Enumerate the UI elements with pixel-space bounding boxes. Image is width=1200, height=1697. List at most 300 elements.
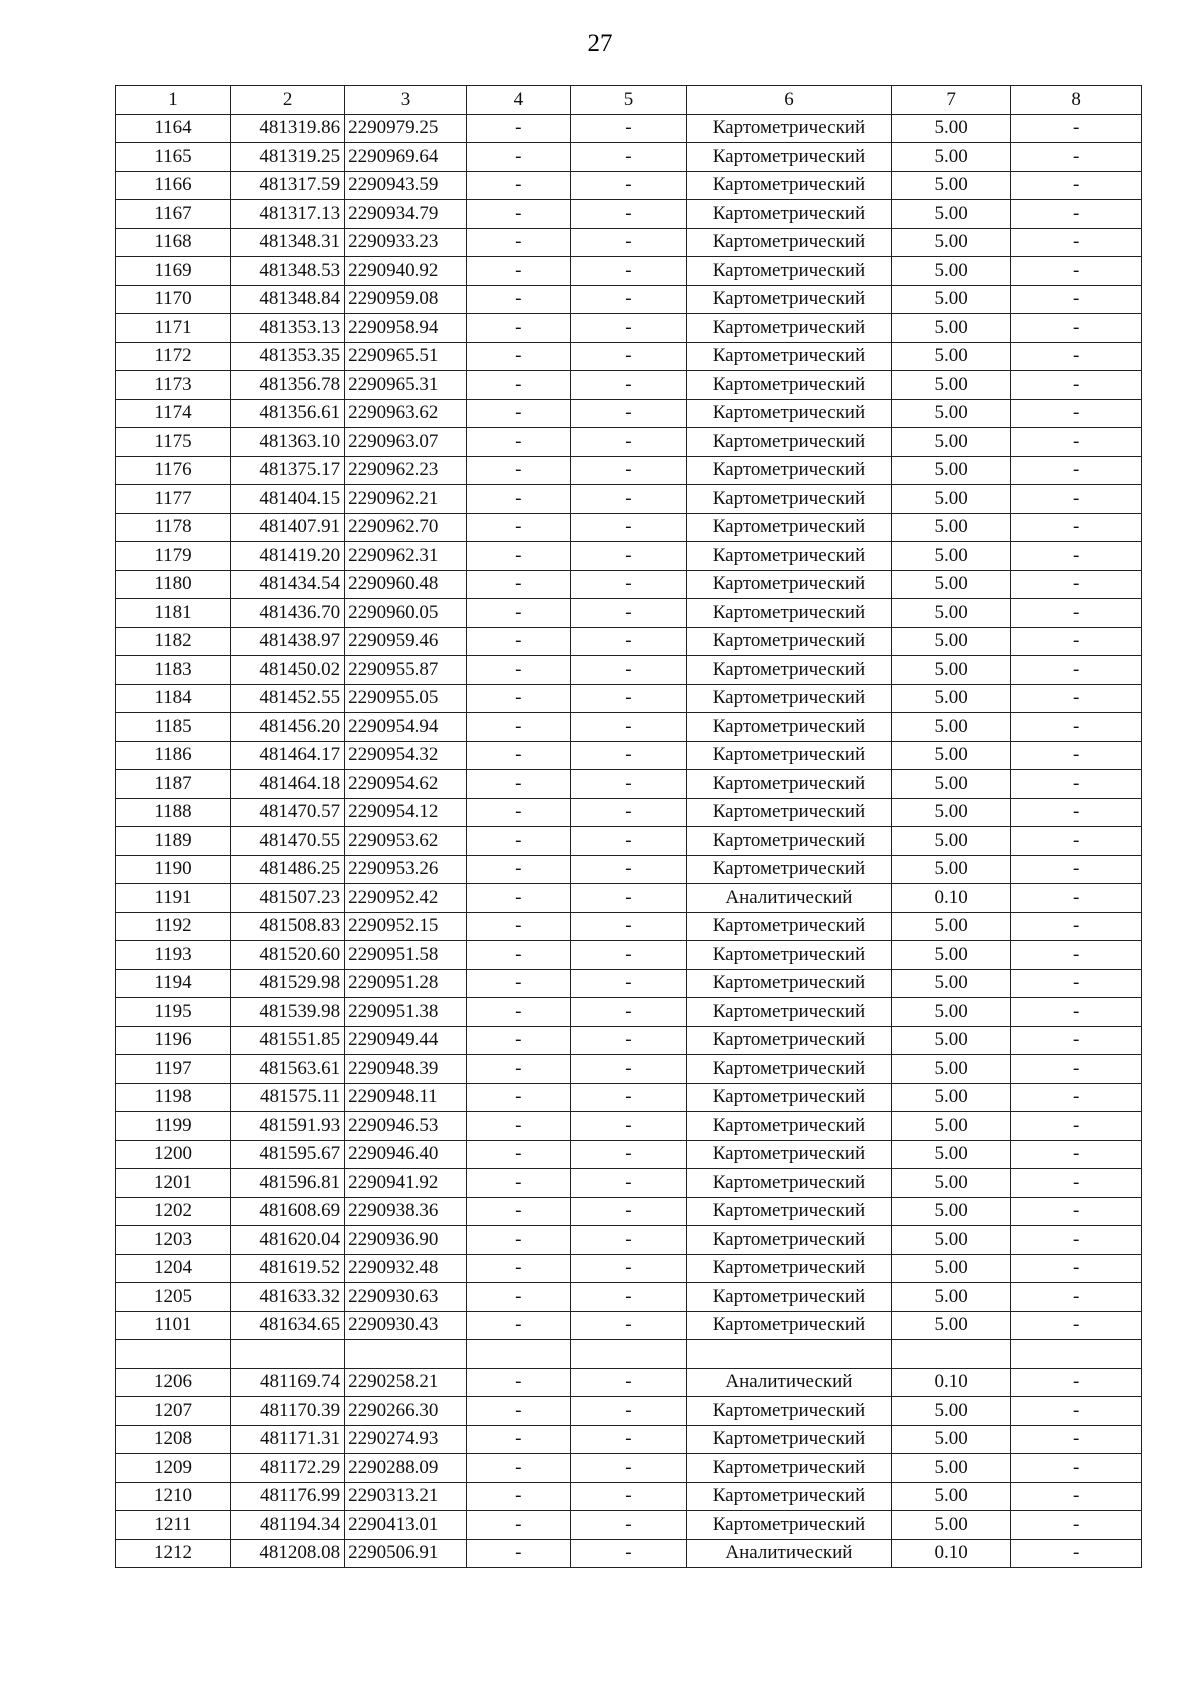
- point-number-cell: 1175: [116, 428, 231, 457]
- point-number-cell: 1182: [116, 627, 231, 656]
- col4-value-cell: -: [466, 998, 570, 1027]
- y-coordinate-cell: 2290938.36: [345, 1197, 467, 1226]
- col5-value-cell: -: [570, 1226, 686, 1255]
- accuracy-cell: 5.00: [891, 1482, 1011, 1511]
- col5-value-cell: -: [570, 998, 686, 1027]
- col4-value-cell: -: [466, 371, 570, 400]
- method-cell: Картометрический: [687, 342, 892, 371]
- x-coordinate-cell: 481596.81: [231, 1169, 345, 1198]
- x-coordinate-cell: 481591.93: [231, 1112, 345, 1141]
- y-coordinate-cell: 2290258.21: [345, 1368, 467, 1397]
- x-coordinate-cell: 481407.91: [231, 513, 345, 542]
- col8-value-cell: -: [1011, 1283, 1142, 1312]
- method-cell: Картометрический: [687, 1511, 892, 1540]
- col8-value-cell: -: [1011, 656, 1142, 685]
- method-cell: Картометрический: [687, 599, 892, 628]
- y-coordinate-cell: 2290413.01: [345, 1511, 467, 1540]
- col5-value-cell: -: [570, 1397, 686, 1426]
- x-coordinate-cell: 481450.02: [231, 656, 345, 685]
- x-coordinate-cell: 481317.59: [231, 171, 345, 200]
- table-row: [116, 314, 1142, 343]
- y-coordinate-cell: 2290969.64: [345, 143, 467, 172]
- y-coordinate-cell: 2290959.46: [345, 627, 467, 656]
- x-coordinate-cell: 481486.25: [231, 855, 345, 884]
- y-coordinate-cell: 2290962.70: [345, 513, 467, 542]
- table-row: [116, 1197, 1142, 1226]
- y-coordinate-cell: 2290313.21: [345, 1482, 467, 1511]
- table-row: [116, 1112, 1142, 1141]
- method-cell: Картометрический: [687, 1197, 892, 1226]
- col5-value-cell: -: [570, 1169, 686, 1198]
- point-number-cell: 1205: [116, 1283, 231, 1312]
- col4-value-cell: -: [466, 1511, 570, 1540]
- table-row: [116, 855, 1142, 884]
- accuracy-cell: 5.00: [891, 1454, 1011, 1483]
- col4-value-cell: -: [466, 1254, 570, 1283]
- col5-value-cell: -: [570, 969, 686, 998]
- x-coordinate-cell: 481520.60: [231, 941, 345, 970]
- point-number-cell: 1191: [116, 884, 231, 913]
- y-coordinate-cell: 2290949.44: [345, 1026, 467, 1055]
- col8-value-cell: -: [1011, 228, 1142, 257]
- method-cell: Картометрический: [687, 456, 892, 485]
- col8-value-cell: -: [1011, 485, 1142, 514]
- col5-value-cell: -: [570, 428, 686, 457]
- accuracy-cell: 5.00: [891, 513, 1011, 542]
- y-coordinate-cell: 2290948.11: [345, 1083, 467, 1112]
- point-number-cell: 1189: [116, 827, 231, 856]
- x-coordinate-cell: 481319.86: [231, 114, 345, 143]
- method-cell: Картометрический: [687, 1169, 892, 1198]
- table-row: [116, 713, 1142, 742]
- col4-value-cell: -: [466, 684, 570, 713]
- col5-value-cell: -: [570, 941, 686, 970]
- column-header-3: 3: [345, 86, 467, 115]
- point-number-cell: 1176: [116, 456, 231, 485]
- method-cell: Картометрический: [687, 912, 892, 941]
- accuracy-cell: 5.00: [891, 627, 1011, 656]
- col8-value-cell: -: [1011, 1454, 1142, 1483]
- col8-value-cell: -: [1011, 912, 1142, 941]
- col5-value-cell: -: [570, 485, 686, 514]
- col8-value-cell: -: [1011, 998, 1142, 1027]
- point-number-cell: 1211: [116, 1511, 231, 1540]
- col4-value-cell: -: [466, 314, 570, 343]
- y-coordinate-cell: 2290954.62: [345, 770, 467, 799]
- x-coordinate-cell: 481551.85: [231, 1026, 345, 1055]
- table-row: [116, 998, 1142, 1027]
- x-coordinate-cell: 481169.74: [231, 1368, 345, 1397]
- table-body: [116, 114, 1142, 1568]
- x-coordinate-cell: 481170.39: [231, 1397, 345, 1426]
- method-cell: Картометрический: [687, 627, 892, 656]
- col8-value-cell: -: [1011, 1083, 1142, 1112]
- y-coordinate-cell: 2290940.92: [345, 257, 467, 286]
- table-row: [116, 200, 1142, 229]
- y-coordinate-cell: 2290946.40: [345, 1140, 467, 1169]
- x-coordinate-cell: 481171.31: [231, 1425, 345, 1454]
- point-number-cell: 1212: [116, 1539, 231, 1568]
- x-coordinate-cell: 481575.11: [231, 1083, 345, 1112]
- x-coordinate-cell: 481470.55: [231, 827, 345, 856]
- point-number-cell: 1173: [116, 371, 231, 400]
- col5-value-cell: -: [570, 285, 686, 314]
- method-cell: Картометрический: [687, 1026, 892, 1055]
- col8-value-cell: -: [1011, 1425, 1142, 1454]
- col8-value-cell: -: [1011, 257, 1142, 286]
- col5-value-cell: -: [570, 1083, 686, 1112]
- accuracy-cell: 5.00: [891, 342, 1011, 371]
- y-coordinate-cell: 2290953.26: [345, 855, 467, 884]
- accuracy-cell: 5.00: [891, 143, 1011, 172]
- col8-value-cell: -: [1011, 200, 1142, 229]
- col4-value-cell: -: [466, 228, 570, 257]
- point-number-cell: [116, 1340, 231, 1369]
- y-coordinate-cell: 2290954.12: [345, 798, 467, 827]
- accuracy-cell: 5.00: [891, 570, 1011, 599]
- col8-value-cell: -: [1011, 513, 1142, 542]
- accuracy-cell: 5.00: [891, 314, 1011, 343]
- col5-value-cell: -: [570, 599, 686, 628]
- col8-value-cell: -: [1011, 285, 1142, 314]
- accuracy-cell: 5.00: [891, 200, 1011, 229]
- accuracy-cell: 5.00: [891, 741, 1011, 770]
- col4-value-cell: -: [466, 114, 570, 143]
- col8-value-cell: -: [1011, 1226, 1142, 1255]
- col5-value-cell: -: [570, 1368, 686, 1397]
- table-header-row: [116, 86, 1142, 115]
- method-cell: Картометрический: [687, 656, 892, 685]
- method-cell: Картометрический: [687, 1140, 892, 1169]
- col4-value-cell: -: [466, 485, 570, 514]
- table-row: [116, 1055, 1142, 1084]
- col8-value-cell: -: [1011, 542, 1142, 571]
- col5-value-cell: -: [570, 798, 686, 827]
- col8-value-cell: -: [1011, 798, 1142, 827]
- table-row: [116, 342, 1142, 371]
- col5-value-cell: -: [570, 513, 686, 542]
- y-coordinate-cell: 2290951.58: [345, 941, 467, 970]
- point-number-cell: 1165: [116, 143, 231, 172]
- x-coordinate-cell: 481356.61: [231, 399, 345, 428]
- point-number-cell: 1169: [116, 257, 231, 286]
- method-cell: Картометрический: [687, 314, 892, 343]
- table-row: [116, 1083, 1142, 1112]
- col4-value-cell: -: [466, 599, 570, 628]
- table-row: [116, 1169, 1142, 1198]
- table-row: [116, 827, 1142, 856]
- point-number-cell: 1197: [116, 1055, 231, 1084]
- col4-value-cell: -: [466, 285, 570, 314]
- col8-value-cell: -: [1011, 428, 1142, 457]
- column-header-4: 4: [466, 86, 570, 115]
- point-number-cell: 1203: [116, 1226, 231, 1255]
- table-row: [116, 1454, 1142, 1483]
- x-coordinate-cell: 481633.32: [231, 1283, 345, 1312]
- table-row: [116, 456, 1142, 485]
- col8-value-cell: -: [1011, 770, 1142, 799]
- col8-value-cell: -: [1011, 684, 1142, 713]
- x-coordinate-cell: [231, 1340, 345, 1369]
- method-cell: Картометрический: [687, 143, 892, 172]
- col4-value-cell: -: [466, 627, 570, 656]
- coordinates-table: [115, 85, 1142, 1568]
- x-coordinate-cell: 481508.83: [231, 912, 345, 941]
- method-cell: Картометрический: [687, 713, 892, 742]
- y-coordinate-cell: [345, 1340, 467, 1369]
- method-cell: [687, 1340, 892, 1369]
- x-coordinate-cell: 481436.70: [231, 599, 345, 628]
- col4-value-cell: -: [466, 542, 570, 571]
- col4-value-cell: [466, 1340, 570, 1369]
- x-coordinate-cell: 481363.10: [231, 428, 345, 457]
- method-cell: Картометрический: [687, 114, 892, 143]
- col5-value-cell: -: [570, 741, 686, 770]
- point-number-cell: 1101: [116, 1311, 231, 1340]
- method-cell: Картометрический: [687, 827, 892, 856]
- point-number-cell: 1167: [116, 200, 231, 229]
- table-row: [116, 1254, 1142, 1283]
- x-coordinate-cell: 481563.61: [231, 1055, 345, 1084]
- col4-value-cell: -: [466, 884, 570, 913]
- col8-value-cell: -: [1011, 1026, 1142, 1055]
- method-cell: Аналитический: [687, 1539, 892, 1568]
- accuracy-cell: 5.00: [891, 1055, 1011, 1084]
- col5-value-cell: -: [570, 200, 686, 229]
- y-coordinate-cell: 2290930.43: [345, 1311, 467, 1340]
- x-coordinate-cell: 481194.34: [231, 1511, 345, 1540]
- point-number-cell: 1194: [116, 969, 231, 998]
- page-number: 27: [587, 30, 613, 57]
- col5-value-cell: -: [570, 542, 686, 571]
- accuracy-cell: [891, 1340, 1011, 1369]
- point-number-cell: 1193: [116, 941, 231, 970]
- table-row: [116, 1368, 1142, 1397]
- method-cell: Картометрический: [687, 171, 892, 200]
- table-row: [116, 1482, 1142, 1511]
- y-coordinate-cell: 2290933.23: [345, 228, 467, 257]
- col8-value-cell: -: [1011, 1311, 1142, 1340]
- method-cell: Картометрический: [687, 428, 892, 457]
- table-row: [116, 171, 1142, 200]
- point-number-cell: 1179: [116, 542, 231, 571]
- accuracy-cell: 5.00: [891, 371, 1011, 400]
- table-row: [116, 741, 1142, 770]
- x-coordinate-cell: 481529.98: [231, 969, 345, 998]
- y-coordinate-cell: 2290951.38: [345, 998, 467, 1027]
- column-header-8: 8: [1011, 86, 1142, 115]
- col5-value-cell: [570, 1340, 686, 1369]
- col4-value-cell: -: [466, 827, 570, 856]
- y-coordinate-cell: 2290960.48: [345, 570, 467, 599]
- col5-value-cell: -: [570, 1254, 686, 1283]
- table-row: [116, 1311, 1142, 1340]
- accuracy-cell: 5.00: [891, 855, 1011, 884]
- y-coordinate-cell: 2290506.91: [345, 1539, 467, 1568]
- method-cell: Картометрический: [687, 770, 892, 799]
- col5-value-cell: -: [570, 570, 686, 599]
- col4-value-cell: -: [466, 428, 570, 457]
- accuracy-cell: 5.00: [891, 1425, 1011, 1454]
- x-coordinate-cell: 481319.25: [231, 143, 345, 172]
- column-header-7: 7: [891, 86, 1011, 115]
- y-coordinate-cell: 2290955.05: [345, 684, 467, 713]
- accuracy-cell: 5.00: [891, 998, 1011, 1027]
- x-coordinate-cell: 481317.13: [231, 200, 345, 229]
- point-number-cell: 1178: [116, 513, 231, 542]
- y-coordinate-cell: 2290963.07: [345, 428, 467, 457]
- method-cell: Картометрический: [687, 228, 892, 257]
- x-coordinate-cell: 481470.57: [231, 798, 345, 827]
- column-header-6: 6: [687, 86, 892, 115]
- col8-value-cell: -: [1011, 1539, 1142, 1568]
- col8-value-cell: -: [1011, 599, 1142, 628]
- x-coordinate-cell: 481404.15: [231, 485, 345, 514]
- y-coordinate-cell: 2290962.31: [345, 542, 467, 571]
- table-row: [116, 684, 1142, 713]
- col5-value-cell: -: [570, 1283, 686, 1312]
- point-number-cell: 1184: [116, 684, 231, 713]
- y-coordinate-cell: 2290954.32: [345, 741, 467, 770]
- method-cell: Картометрический: [687, 998, 892, 1027]
- table-row: [116, 941, 1142, 970]
- accuracy-cell: 5.00: [891, 1169, 1011, 1198]
- x-coordinate-cell: 481608.69: [231, 1197, 345, 1226]
- x-coordinate-cell: 481438.97: [231, 627, 345, 656]
- col5-value-cell: -: [570, 627, 686, 656]
- method-cell: Картометрический: [687, 513, 892, 542]
- col4-value-cell: -: [466, 1169, 570, 1198]
- accuracy-cell: 5.00: [891, 912, 1011, 941]
- point-number-cell: 1204: [116, 1254, 231, 1283]
- col4-value-cell: -: [466, 570, 570, 599]
- accuracy-cell: 0.10: [891, 1539, 1011, 1568]
- col4-value-cell: -: [466, 1112, 570, 1141]
- accuracy-cell: 5.00: [891, 114, 1011, 143]
- accuracy-cell: 5.00: [891, 1112, 1011, 1141]
- method-cell: Картометрический: [687, 1482, 892, 1511]
- col5-value-cell: -: [570, 713, 686, 742]
- x-coordinate-cell: 481356.78: [231, 371, 345, 400]
- col5-value-cell: -: [570, 1425, 686, 1454]
- point-number-cell: 1177: [116, 485, 231, 514]
- x-coordinate-cell: 481419.20: [231, 542, 345, 571]
- col5-value-cell: -: [570, 1454, 686, 1483]
- method-cell: Картометрический: [687, 485, 892, 514]
- table-row: [116, 513, 1142, 542]
- y-coordinate-cell: 2290962.21: [345, 485, 467, 514]
- table-row: [116, 371, 1142, 400]
- y-coordinate-cell: 2290266.30: [345, 1397, 467, 1426]
- method-cell: Картометрический: [687, 200, 892, 229]
- col8-value-cell: -: [1011, 1482, 1142, 1511]
- col4-value-cell: -: [466, 1539, 570, 1568]
- accuracy-cell: 5.00: [891, 1197, 1011, 1226]
- col4-value-cell: -: [466, 1197, 570, 1226]
- col5-value-cell: -: [570, 884, 686, 913]
- y-coordinate-cell: 2290943.59: [345, 171, 467, 200]
- col5-value-cell: -: [570, 1055, 686, 1084]
- accuracy-cell: 5.00: [891, 969, 1011, 998]
- col8-value-cell: -: [1011, 1254, 1142, 1283]
- method-cell: Картометрический: [687, 941, 892, 970]
- accuracy-cell: 5.00: [891, 171, 1011, 200]
- accuracy-cell: 5.00: [891, 428, 1011, 457]
- y-coordinate-cell: 2290958.94: [345, 314, 467, 343]
- col8-value-cell: -: [1011, 1397, 1142, 1426]
- point-number-cell: 1207: [116, 1397, 231, 1426]
- y-coordinate-cell: 2290274.93: [345, 1425, 467, 1454]
- accuracy-cell: 5.00: [891, 1511, 1011, 1540]
- table-row: [116, 1026, 1142, 1055]
- col4-value-cell: -: [466, 171, 570, 200]
- col4-value-cell: -: [466, 1140, 570, 1169]
- col8-value-cell: -: [1011, 1197, 1142, 1226]
- col5-value-cell: -: [570, 684, 686, 713]
- x-coordinate-cell: 481434.54: [231, 570, 345, 599]
- accuracy-cell: 5.00: [891, 542, 1011, 571]
- x-coordinate-cell: 481634.65: [231, 1311, 345, 1340]
- x-coordinate-cell: 481348.84: [231, 285, 345, 314]
- col4-value-cell: -: [466, 912, 570, 941]
- col8-value-cell: -: [1011, 969, 1142, 998]
- accuracy-cell: 5.00: [891, 1311, 1011, 1340]
- point-number-cell: 1171: [116, 314, 231, 343]
- table-row: [116, 599, 1142, 628]
- col4-value-cell: -: [466, 1454, 570, 1483]
- table-row: [116, 257, 1142, 286]
- col8-value-cell: -: [1011, 1169, 1142, 1198]
- col4-value-cell: -: [466, 741, 570, 770]
- col5-value-cell: -: [570, 114, 686, 143]
- y-coordinate-cell: 2290948.39: [345, 1055, 467, 1084]
- point-number-cell: 1206: [116, 1368, 231, 1397]
- point-number-cell: 1172: [116, 342, 231, 371]
- method-cell: Картометрический: [687, 1112, 892, 1141]
- table-row: [116, 1539, 1142, 1568]
- table-row: [116, 1397, 1142, 1426]
- x-coordinate-cell: 481507.23: [231, 884, 345, 913]
- col4-value-cell: -: [466, 941, 570, 970]
- method-cell: Картометрический: [687, 1226, 892, 1255]
- y-coordinate-cell: 2290965.31: [345, 371, 467, 400]
- y-coordinate-cell: 2290979.25: [345, 114, 467, 143]
- accuracy-cell: 5.00: [891, 656, 1011, 685]
- y-coordinate-cell: 2290934.79: [345, 200, 467, 229]
- col5-value-cell: -: [570, 770, 686, 799]
- y-coordinate-cell: 2290962.23: [345, 456, 467, 485]
- table-row: [116, 656, 1142, 685]
- accuracy-cell: 5.00: [891, 399, 1011, 428]
- table-row: [116, 1340, 1142, 1369]
- col8-value-cell: -: [1011, 114, 1142, 143]
- col5-value-cell: -: [570, 912, 686, 941]
- accuracy-cell: 5.00: [891, 1254, 1011, 1283]
- column-header-5: 5: [570, 86, 686, 115]
- col4-value-cell: -: [466, 1482, 570, 1511]
- accuracy-cell: 5.00: [891, 1283, 1011, 1312]
- accuracy-cell: 5.00: [891, 485, 1011, 514]
- method-cell: Картометрический: [687, 1055, 892, 1084]
- point-number-cell: 1164: [116, 114, 231, 143]
- col5-value-cell: -: [570, 143, 686, 172]
- table-row: [116, 770, 1142, 799]
- table-row: [116, 399, 1142, 428]
- col8-value-cell: -: [1011, 1112, 1142, 1141]
- y-coordinate-cell: 2290951.28: [345, 969, 467, 998]
- table-row: [116, 114, 1142, 143]
- x-coordinate-cell: 481464.18: [231, 770, 345, 799]
